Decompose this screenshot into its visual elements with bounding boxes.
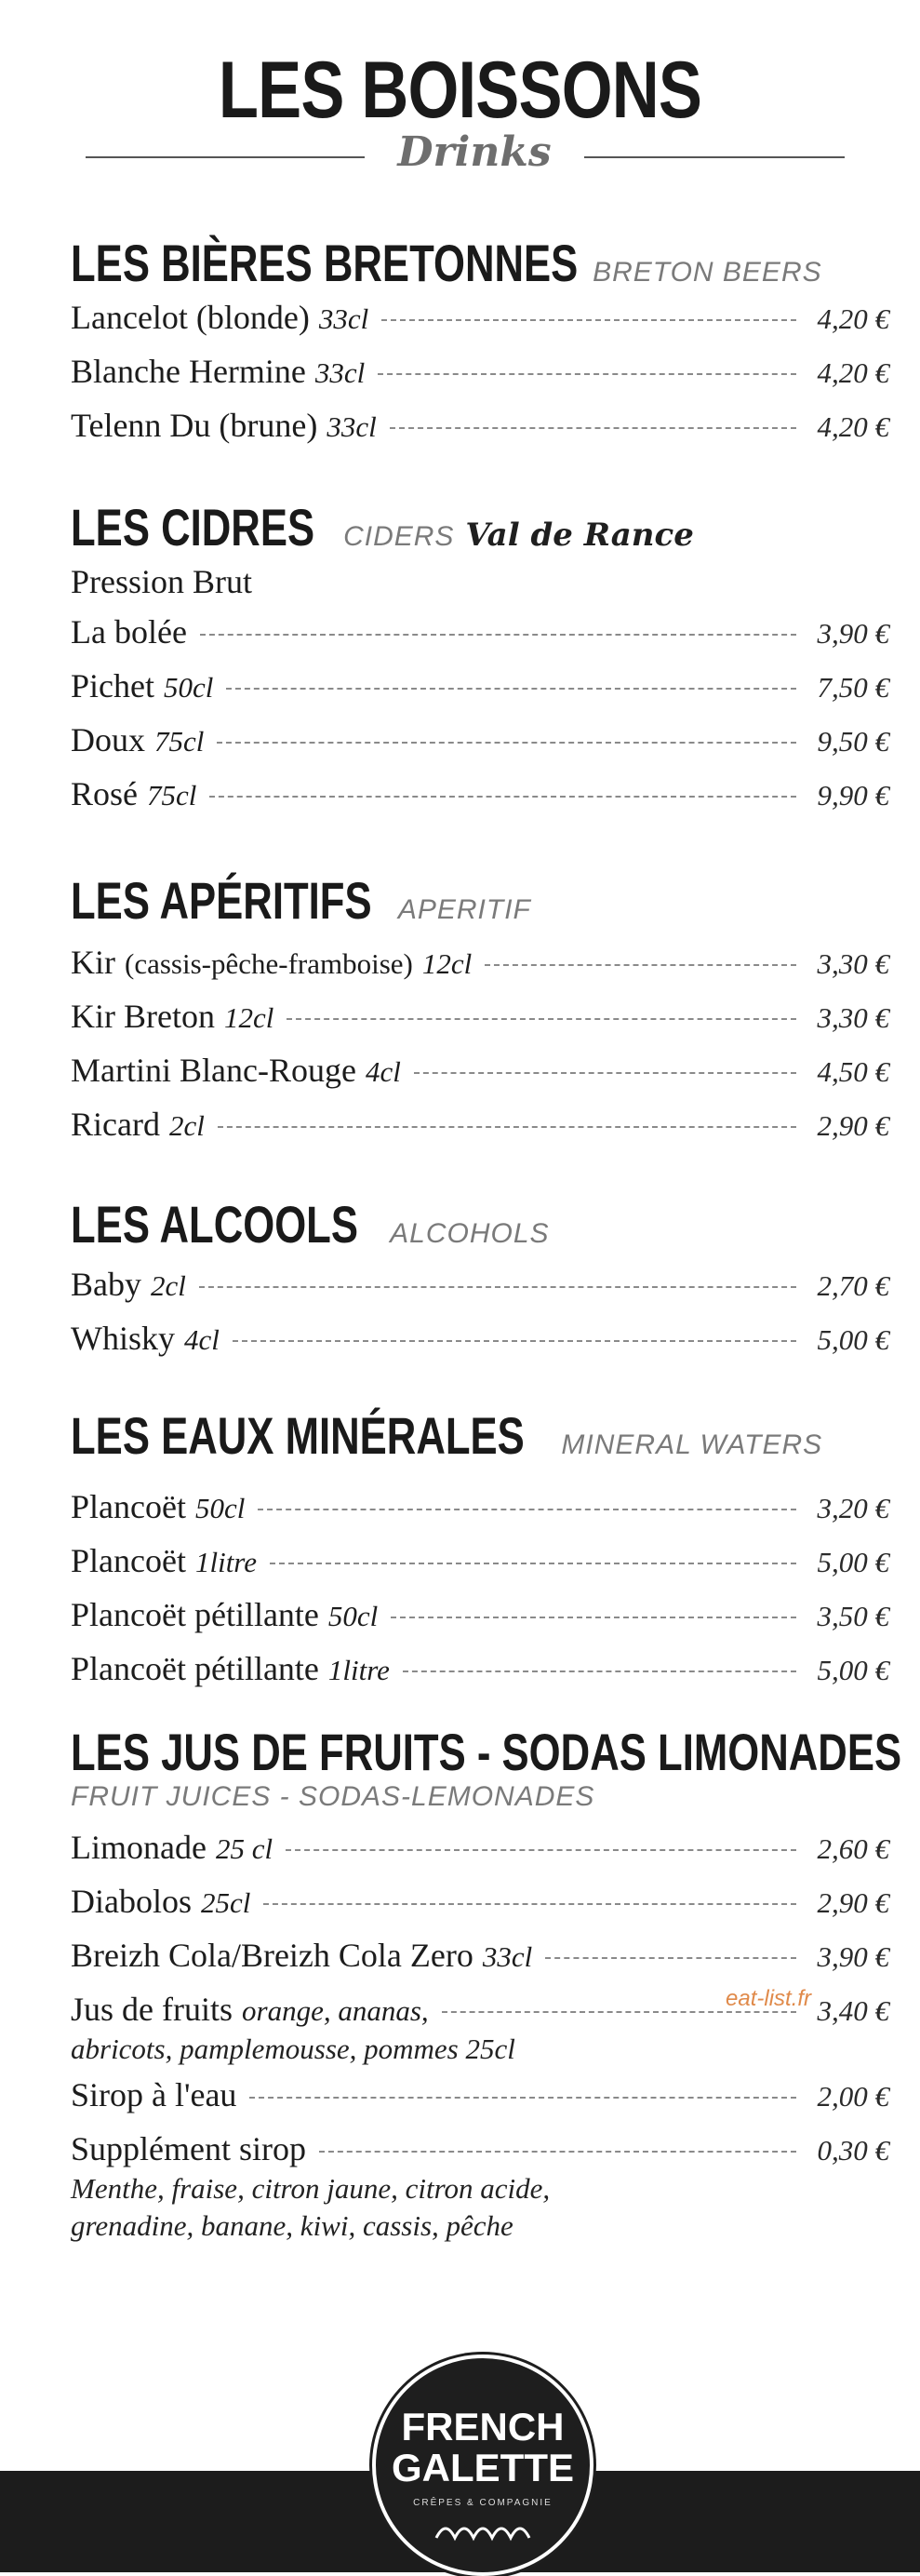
dot-leader: [218, 1126, 796, 1128]
item-price: 4,50 €: [817, 1055, 889, 1088]
left-rule: [86, 156, 365, 158]
item-price: 3,20 €: [817, 1492, 889, 1524]
section-title: LES APÉRITIFS: [71, 871, 372, 930]
item-name: Rosé: [71, 775, 138, 812]
item-price: 9,90 €: [817, 779, 889, 812]
page-title: LES BOISSONS: [218, 46, 702, 135]
item-volume: 50cl: [163, 671, 214, 704]
menu-item: [71, 943, 889, 997]
item-volume: 33cl: [318, 302, 369, 335]
section-title: LES CIDRES: [71, 498, 315, 557]
item-volume: orange, ananas,: [242, 1994, 429, 2027]
item-volume: 4cl: [184, 1323, 220, 1356]
menu-item: [71, 1649, 889, 1703]
section-title: LES EAUX MINÉRALES: [71, 1406, 525, 1465]
logo-line-1: FRENCH: [401, 2405, 565, 2449]
item-name: Jus de fruits: [71, 1991, 233, 2028]
section-title-en: ALCOHOLS: [390, 1218, 550, 1249]
menu-item: [71, 2075, 889, 2129]
item-price: 2,00 €: [817, 2080, 889, 2113]
item-detail: (cassis-pêche-framboise): [125, 947, 413, 980]
item-price: 9,50 €: [817, 725, 889, 758]
item-price: 7,50 €: [817, 671, 889, 704]
menu-item: [71, 298, 889, 352]
dot-leader: [390, 427, 796, 429]
menu-item: [71, 1105, 889, 1159]
section-header: [71, 1722, 902, 1787]
item-price: 2,60 €: [817, 1832, 889, 1865]
section-ciders: [71, 497, 889, 828]
item-price: 3,50 €: [817, 1600, 889, 1632]
section-title-en: MINERAL WATERS: [561, 1429, 823, 1460]
item-name: Pichet: [71, 667, 154, 704]
item-price: 4,20 €: [817, 302, 889, 335]
dot-leader: [414, 1072, 796, 1074]
item-name: Kir Breton: [71, 998, 215, 1035]
dot-leader: [200, 634, 796, 636]
brand-logo: [372, 2355, 593, 2576]
section-header: [71, 1405, 889, 1470]
section-juices-sodas: [71, 1722, 902, 2245]
dot-leader: [263, 1903, 796, 1905]
section-mineral-waters: [71, 1405, 889, 1703]
dot-leader: [217, 742, 796, 744]
dot-leader: [199, 1286, 796, 1288]
item-price: 3,90 €: [817, 1940, 889, 1973]
item-price: 2,90 €: [817, 1109, 889, 1142]
menu-item: [71, 612, 889, 666]
item-name: Whisky: [71, 1320, 175, 1357]
dot-leader: [249, 2097, 796, 2099]
dot-leader: [233, 1340, 796, 1342]
item-note: Menthe, fraise, citron jaune, citron acide, grenadine, banane, kiwi, cassis, pêche: [71, 2172, 551, 2242]
item-volume: 33cl: [314, 356, 366, 389]
section-title-en: FRUIT JUICES - SODAS-LEMONADES: [71, 1781, 595, 1812]
item-name: Plancoët: [71, 1542, 186, 1579]
item-name: Plancoët pétillante: [71, 1596, 319, 1633]
item-name: Limonade: [71, 1829, 207, 1866]
item-volume: 2cl: [151, 1269, 186, 1302]
section-title: LES JUS DE FRUITS - SODAS LIMONADES: [71, 1723, 902, 1781]
item-name: Breizh Cola/Breizh Cola Zero: [71, 1937, 473, 1974]
item-volume: 2cl: [168, 1109, 205, 1142]
section-title-en: BRETON BEERS: [593, 257, 822, 288]
dot-leader: [258, 1509, 796, 1510]
group-label-row: [71, 562, 889, 612]
menu-item: [71, 1541, 889, 1595]
waves-icon: [432, 2516, 534, 2543]
item-name: Baby: [71, 1266, 141, 1303]
menu-item: [71, 1936, 889, 1990]
item-price: 3,30 €: [817, 947, 889, 980]
watermark: eat-list.fr: [726, 1986, 812, 2011]
section-alcohols: [71, 1194, 889, 1373]
section-title-en: CIDERS: [343, 521, 455, 552]
item-price: 3,30 €: [817, 1001, 889, 1034]
menu-item: [71, 2129, 889, 2183]
menu-item: [71, 666, 889, 720]
item-price: 3,90 €: [817, 617, 889, 650]
item-name: Kir: [71, 944, 115, 981]
item-name: Sirop à l'eau: [71, 2076, 237, 2113]
item-volume: 25 cl: [215, 1832, 273, 1865]
dot-leader: [287, 1018, 796, 1020]
item-price: 2,70 €: [817, 1269, 889, 1302]
menu-item: [71, 406, 889, 460]
section-header: [71, 870, 889, 935]
logo-tagline: CRÊPES & COMPAGNIE: [413, 2498, 553, 2508]
logo-line-2: GALETTE: [392, 2446, 574, 2489]
menu-item: [71, 1595, 889, 1649]
dot-leader: [545, 1957, 796, 1959]
menu-item: [71, 720, 889, 774]
section-title: LES BIÈRES BRETONNES: [71, 234, 579, 292]
item-price: 5,00 €: [817, 1654, 889, 1686]
menu-item: [71, 1319, 889, 1373]
item-volume: 75cl: [147, 779, 197, 812]
item-name: Plancoët: [71, 1488, 186, 1525]
dot-leader: [270, 1563, 796, 1564]
item-volume: 1litre: [194, 1546, 257, 1578]
dot-leader: [391, 1617, 796, 1618]
menu-item: [71, 1051, 889, 1105]
dot-leader: [286, 1849, 796, 1851]
item-price: 3,40 €: [817, 1994, 889, 2027]
section-header: [71, 1194, 889, 1259]
item-price: 2,90 €: [817, 1886, 889, 1919]
menu-item: [71, 1828, 889, 1882]
section-note: Val de Rance: [465, 517, 694, 554]
item-volume: 33cl: [482, 1940, 533, 1973]
item-volume: 1litre: [327, 1654, 390, 1686]
item-volume: 75cl: [154, 725, 205, 758]
item-price: 4,20 €: [817, 356, 889, 389]
dot-leader: [378, 373, 796, 375]
menu-item: [71, 1882, 889, 1936]
right-rule: [584, 156, 845, 158]
item-volume: 25cl: [201, 1886, 251, 1919]
section-title-en: APERITIF: [397, 894, 531, 925]
section-header: [71, 497, 889, 562]
item-name: Blanche Hermine: [71, 353, 306, 390]
subtitle: Drinks: [397, 128, 552, 176]
item-name: Ricard: [71, 1106, 160, 1143]
menu-item: [71, 997, 889, 1051]
item-name: Lancelot (blonde): [71, 299, 310, 336]
item-note: abricots, pamplemousse, pommes 25cl: [71, 2033, 515, 2065]
item-price: 0,30 €: [817, 2134, 889, 2167]
item-name: Martini Blanc-Rouge: [71, 1052, 356, 1089]
dot-leader: [381, 319, 796, 321]
dot-leader: [403, 1670, 796, 1672]
item-volume: 12cl: [223, 1001, 274, 1034]
section-aperitifs: [71, 870, 889, 1159]
item-price: 5,00 €: [817, 1323, 889, 1356]
item-volume: 50cl: [194, 1492, 246, 1524]
menu-item: [71, 1265, 889, 1319]
section-beers: [71, 233, 889, 460]
item-name: Doux: [71, 721, 145, 758]
dot-leader: [209, 796, 796, 798]
section-title: LES ALCOOLS: [71, 1195, 359, 1254]
item-name: La bolée: [71, 613, 187, 651]
item-volume: 12cl: [421, 947, 473, 980]
subtitle-row: [86, 128, 845, 184]
menu-item: [71, 774, 889, 828]
dot-leader: [319, 2151, 796, 2153]
item-name: Telenn Du (brune): [71, 407, 318, 444]
item-volume: 33cl: [327, 410, 377, 443]
menu-item: [71, 352, 889, 406]
item-name: Supplément sirop: [71, 2130, 306, 2167]
group-label: Pression Brut: [71, 563, 253, 600]
dot-leader: [485, 964, 796, 966]
menu-item: [71, 1487, 889, 1541]
item-volume: 50cl: [327, 1600, 379, 1632]
item-price: 5,00 €: [817, 1546, 889, 1578]
item-price: 4,20 €: [817, 410, 889, 443]
item-name: Diabolos: [71, 1883, 192, 1920]
section-header: [71, 233, 889, 298]
item-name: Plancoët pétillante: [71, 1650, 319, 1687]
item-volume: 4cl: [365, 1055, 401, 1088]
dot-leader: [226, 688, 796, 690]
